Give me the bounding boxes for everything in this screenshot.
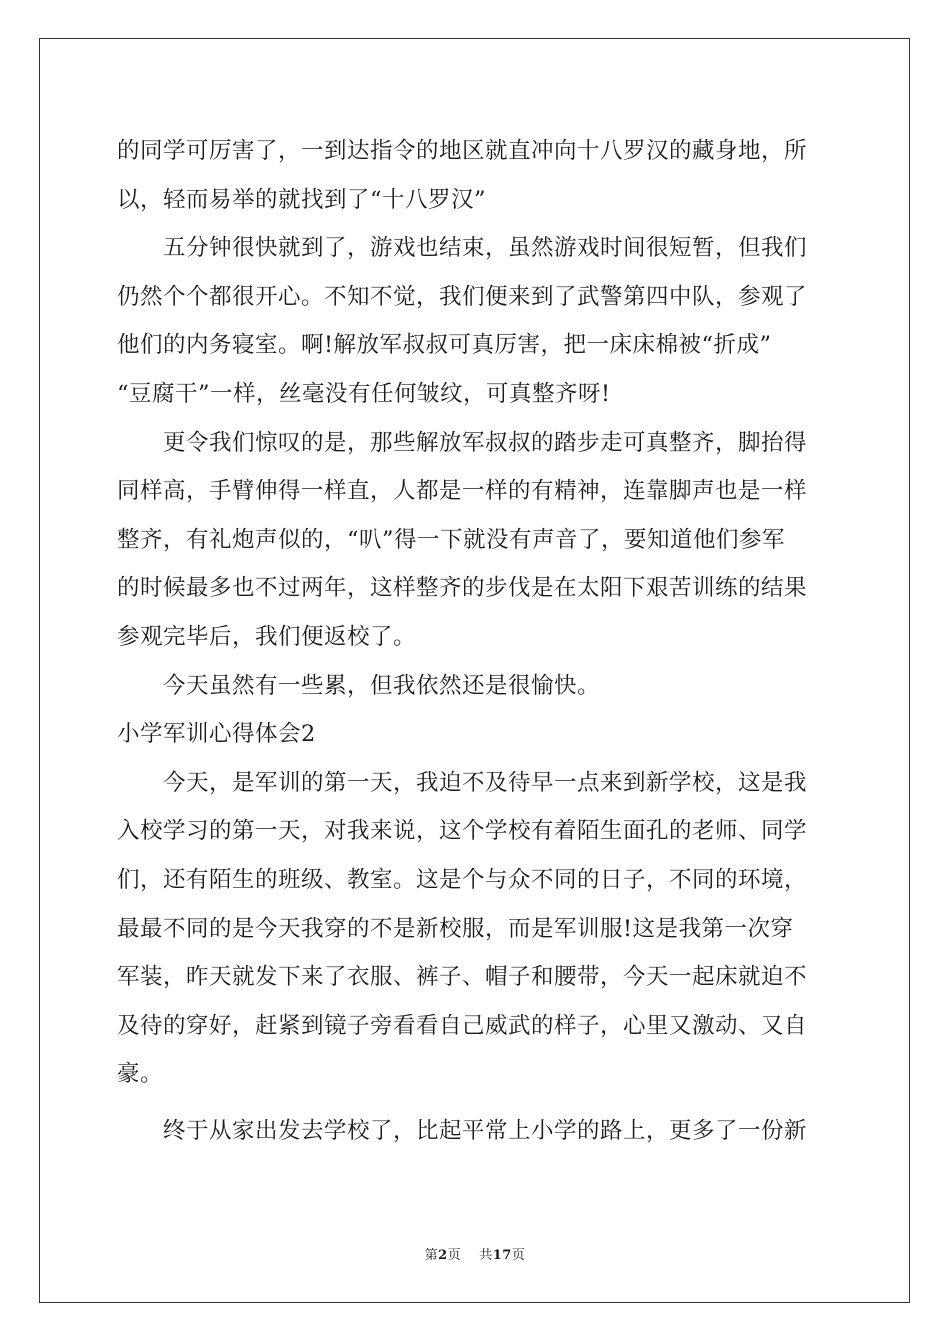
text-line: 军装，昨天就发下来了衣服、裤子、帽子和腰带，今天一起床就迫不 — [117, 964, 808, 991]
text-line: 以，轻而易举的就找到了“十八罗汉” — [117, 186, 487, 213]
paragraph-gap — [117, 1099, 837, 1107]
page-prefix: 第 — [424, 1248, 439, 1263]
text-line: 们，还有陌生的班级、教室。这是个与众不同的日子，不同的环境， — [117, 866, 808, 893]
total-suffix: 页 — [511, 1248, 526, 1263]
text-line: 及待的穿好，赶紧到镜子旁看看自己威武的样子，心里又激动、又自 — [117, 1012, 808, 1039]
text-line: 最最不同的是今天我穿的不是新校服，而是军训服!这是我第一次穿 — [117, 915, 794, 942]
text-line: 的时候最多也不过两年，这样整齐的步伐是在太阳下艰苦训练的结果 — [117, 575, 808, 602]
text-line: 整齐，有礼炮声似的，“叭”得一下就没有声音了，要知道他们参军 — [117, 526, 786, 553]
text-line: 参观完毕后，我们便返校了。 — [117, 623, 417, 650]
text-line: 他们的内务寝室。啊!解放军叔叔可真厉害，把一床床棉被“折成” — [117, 332, 772, 359]
paragraph-start-line: 今天，是军训的第一天，我迫不及待早一点来到新学校，这是我 — [163, 769, 808, 796]
text-line: 仍然个个都很开心。不知不觉，我们便来到了武警第四中队，参观了 — [117, 283, 808, 310]
text-line: 入校学习的第一天，对我来说，这个学校有着陌生面孔的老师、同学 — [117, 818, 808, 845]
page-total: 17 — [492, 1248, 512, 1263]
paragraph-start-line: 今天虽然有一些累，但我依然还是很愉快。 — [163, 672, 601, 699]
paragraph-start-line: 更令我们惊叹的是，那些解放军叔叔的踏步走可真整齐，脚抬得 — [163, 429, 808, 456]
page-suffix: 页 — [447, 1248, 462, 1263]
text-line: 豪。 — [117, 1061, 164, 1088]
section-heading: 小学军训心得体会2 — [117, 721, 316, 748]
document-body — [117, 127, 837, 1155]
page-current: 2 — [438, 1248, 448, 1263]
page-footer — [0, 1244, 950, 1263]
text-line: 的同学可厉害了，一到达指令的地区就直冲向十八罗汉的藏身地，所 — [117, 138, 808, 164]
text-line: 同样高，手臂伸得一样直，人都是一样的有精神，连靠脚声也是一样 — [117, 478, 808, 505]
paragraph-start-line: 终于从家出发去学校了，比起平常上小学的路上，更多了一份新 — [163, 1117, 808, 1144]
paragraph-start-line: 五分钟很快就到了，游戏也结束，虽然游戏时间很短暂，但我们 — [163, 235, 808, 262]
total-prefix: 共 — [479, 1248, 493, 1263]
text-line: “豆腐干”一样，丝毫没有任何皱纹，可真整齐呀! — [117, 380, 611, 407]
